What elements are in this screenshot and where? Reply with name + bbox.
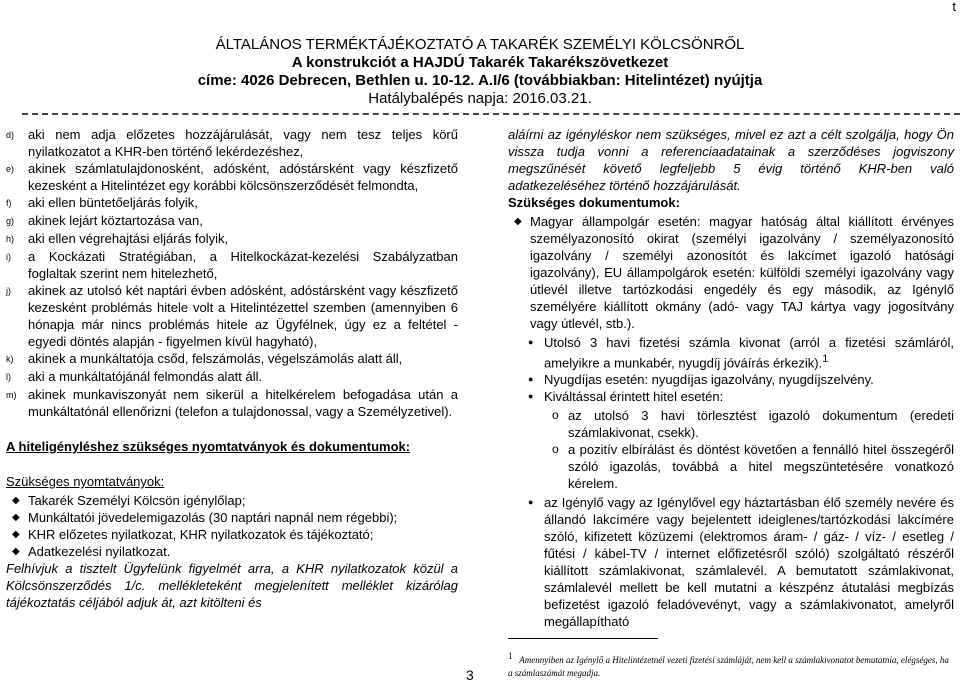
footnote-number: 1 [508, 651, 513, 661]
documents-list [508, 213, 954, 332]
footnote-text: Amennyiben az Igénylő a Hitelintézetnél vezeti fizetési számláját, nem kell a számlakivonatot bemutatnia, elégséges, ha a számlaszámát megadja. [508, 655, 949, 678]
list-item: j) akinek az utolsó két naptári évben adósként, adóstársként vagy készfizető kezesként problémás hitele volt a Hitelintézettel szemben (amennyiben 6 hónapja már nincs problémás hitele az Ügyfélnek, úgy ez a feltétel - egyedi döntés alapján - figyelmen kívül hagyható), [6, 283, 458, 349]
document-header [0, 36, 960, 108]
section-title: A hiteligényléshez szükséges nyomtatványok és dokumentumok: [6, 439, 411, 454]
list-item: ◆ KHR előzetes nyilatkozat, KHR nyilatkozatok és tájékoztató; [6, 526, 458, 543]
header-divider [22, 113, 960, 115]
corner-mark: t [952, 0, 956, 14]
list-item: ◆ Takarék Személyi Kölcsön igénylőlap; [6, 492, 458, 509]
header-title: ÁLTALÁNOS TERMÉKTÁJÉKOZTATÓ A TAKARÉK SZEMÉLYI KÖLCSÖNRŐL [215, 36, 745, 53]
right-column [508, 126, 954, 630]
footnote-divider [508, 638, 658, 639]
exclusion-list [6, 126, 458, 420]
list-item: l) aki a munkáltatójánál felmondás alatt áll. [6, 369, 263, 384]
list-item: ● Nyugdíjas esetén: nyugdíjas igazolvány, nyugdíjszelvény. [522, 371, 954, 388]
list-item: ◆ Adatkezelési nyilatkozat. [6, 543, 458, 560]
list-item: e) akinek számlatulajdonosként, adósként, adóstársként vagy készfizető kezesként a Hitelintézet egy korábbi kölcsönszerződését felmondta, [6, 161, 458, 193]
footnote-ref[interactable]: 1 [822, 353, 829, 365]
header-address: címe: 4026 Debrecen, Bethlen u. 10-12. A.I/6 (továbbiakban: Hitelintézet) nyújtja [197, 72, 763, 89]
list-item: g) akinek lejárt köztartozása van, [6, 213, 203, 228]
header-provider: A konstrukciót a HAJDÚ Takarék Takarékszövetkezet [291, 54, 669, 71]
list-item: d) aki nem adja előzetes hozzájárulását, vagy nem tesz teljes körű nyilatkozatot a KHR-ben történő lekérdezéshez, [6, 127, 458, 159]
list-item: ● Utolsó 3 havi fizetési számla kivonat (arról a fizetési számláról, amelyikre a munkabér, nyugdíj jóváírás érkezik).$^1$ [522, 334, 954, 371]
list-item: ● Kiváltással érintett hitel esetén: [522, 388, 954, 405]
forms-title: Szükséges nyomtatványok: [6, 474, 165, 489]
attention-note: Felhívjuk a tisztelt Ügyfelünk figyelmét arra, a KHR nyilatkozatok közül a Kölcsönszerződés 1/c. mellékleteként megjelenített melléklet kizárólag tájékoztatás céljából adjuk át, azt kitölteni és [6, 561, 458, 610]
list-item: m) akinek munkaviszonyát nem sikerül a hitelkérelem befogadása után a munkáltatónál ellenőrizni (telefon a tulajdonossal, vagy a Személyzetivel). [6, 387, 458, 419]
list-item: i) a Kockázati Stratégiában, a Hitelkockázat-kezelési Szabályzatban foglaltak szerint nem hitelezhető, [6, 249, 458, 281]
list-item: k) akinek a munkáltatója csőd, felszámolás, végelszámolás alatt áll, [6, 351, 403, 366]
khr-continuation: aláírni az igényléskor nem szükséges, mivel ez azt a célt szolgálja, hogy Ön vissza tudja vonni a referenciaadatainak a szerződéses jogviszony megszűnését követő legfeljebb 5 évig történő KHR-ben való adatkezeléséhez történő hozzájárulását. [508, 127, 954, 193]
list-item: ◆ Magyar állampolgár esetén: magyar hatóság által kiállított érvényes személyazonosító okirat (személyi igazolvány / személyazonosító igazolvány / személyi azonosítót és lakcímet igazoló hatósági igazolvány), EU állampolgárok esetén: külföldi személyi igazolvány vagy útlevél illetve tartózkodási engedély és egy második, az Igénylő személyére kiállított okmány (adó- vagy TAJ kártya vagy jogosítvány vagy útlevél, stb.). [508, 213, 954, 332]
list-item: h) aki ellen végrehajtási eljárás folyik, [6, 231, 229, 246]
forms-list [6, 492, 458, 560]
footnote [508, 650, 954, 680]
page-number: 3 [466, 667, 474, 683]
left-column [6, 126, 458, 611]
list-item: o az utolsó 3 havi törlesztést igazoló dokumentum (eredeti számlakivonat, csekk). [546, 407, 954, 441]
documents-sublist [522, 334, 954, 405]
list-item: ◆ Munkáltatói jövedelemigazolás (30 naptári napnál nem régebbi); [6, 509, 458, 526]
list-item: ● az Igénylő vagy az Igénylővel egy háztartásban élő személy nevére és állandó lakcímére vagy bejelentett ideiglenes/tartózkodási lakcímére szóló, kifizetett közüzemi (elektromos áram- / gáz- / víz- / esetleg / fűtési / kábel-TV / internet előfizetésről szóló) szolgáltató részéről kiállított számlakivonat, számlalevél. A bemutatott számlakivonat, számlalevél mellett be kell mutatni a készpénz átutalási megbízás befizetést igazoló feladóvevényt, vagy a számlakivonatot, amelyről megállapítható [522, 494, 954, 630]
list-item: f) aki ellen büntetőeljárás folyik, [6, 195, 198, 210]
refinance-list [546, 407, 954, 492]
documents-title: Szükséges dokumentumok: [508, 195, 680, 210]
list-item: o a pozitív elbírálást és döntést követően a fennálló hitel összegéről szóló igazolás, továbbá a hitel megszüntetésére vonatkozó kérelem. [546, 441, 954, 492]
utility-list [522, 494, 954, 630]
header-effective-date: Hatálybalépés napja: 2016.03.21. [368, 90, 592, 107]
